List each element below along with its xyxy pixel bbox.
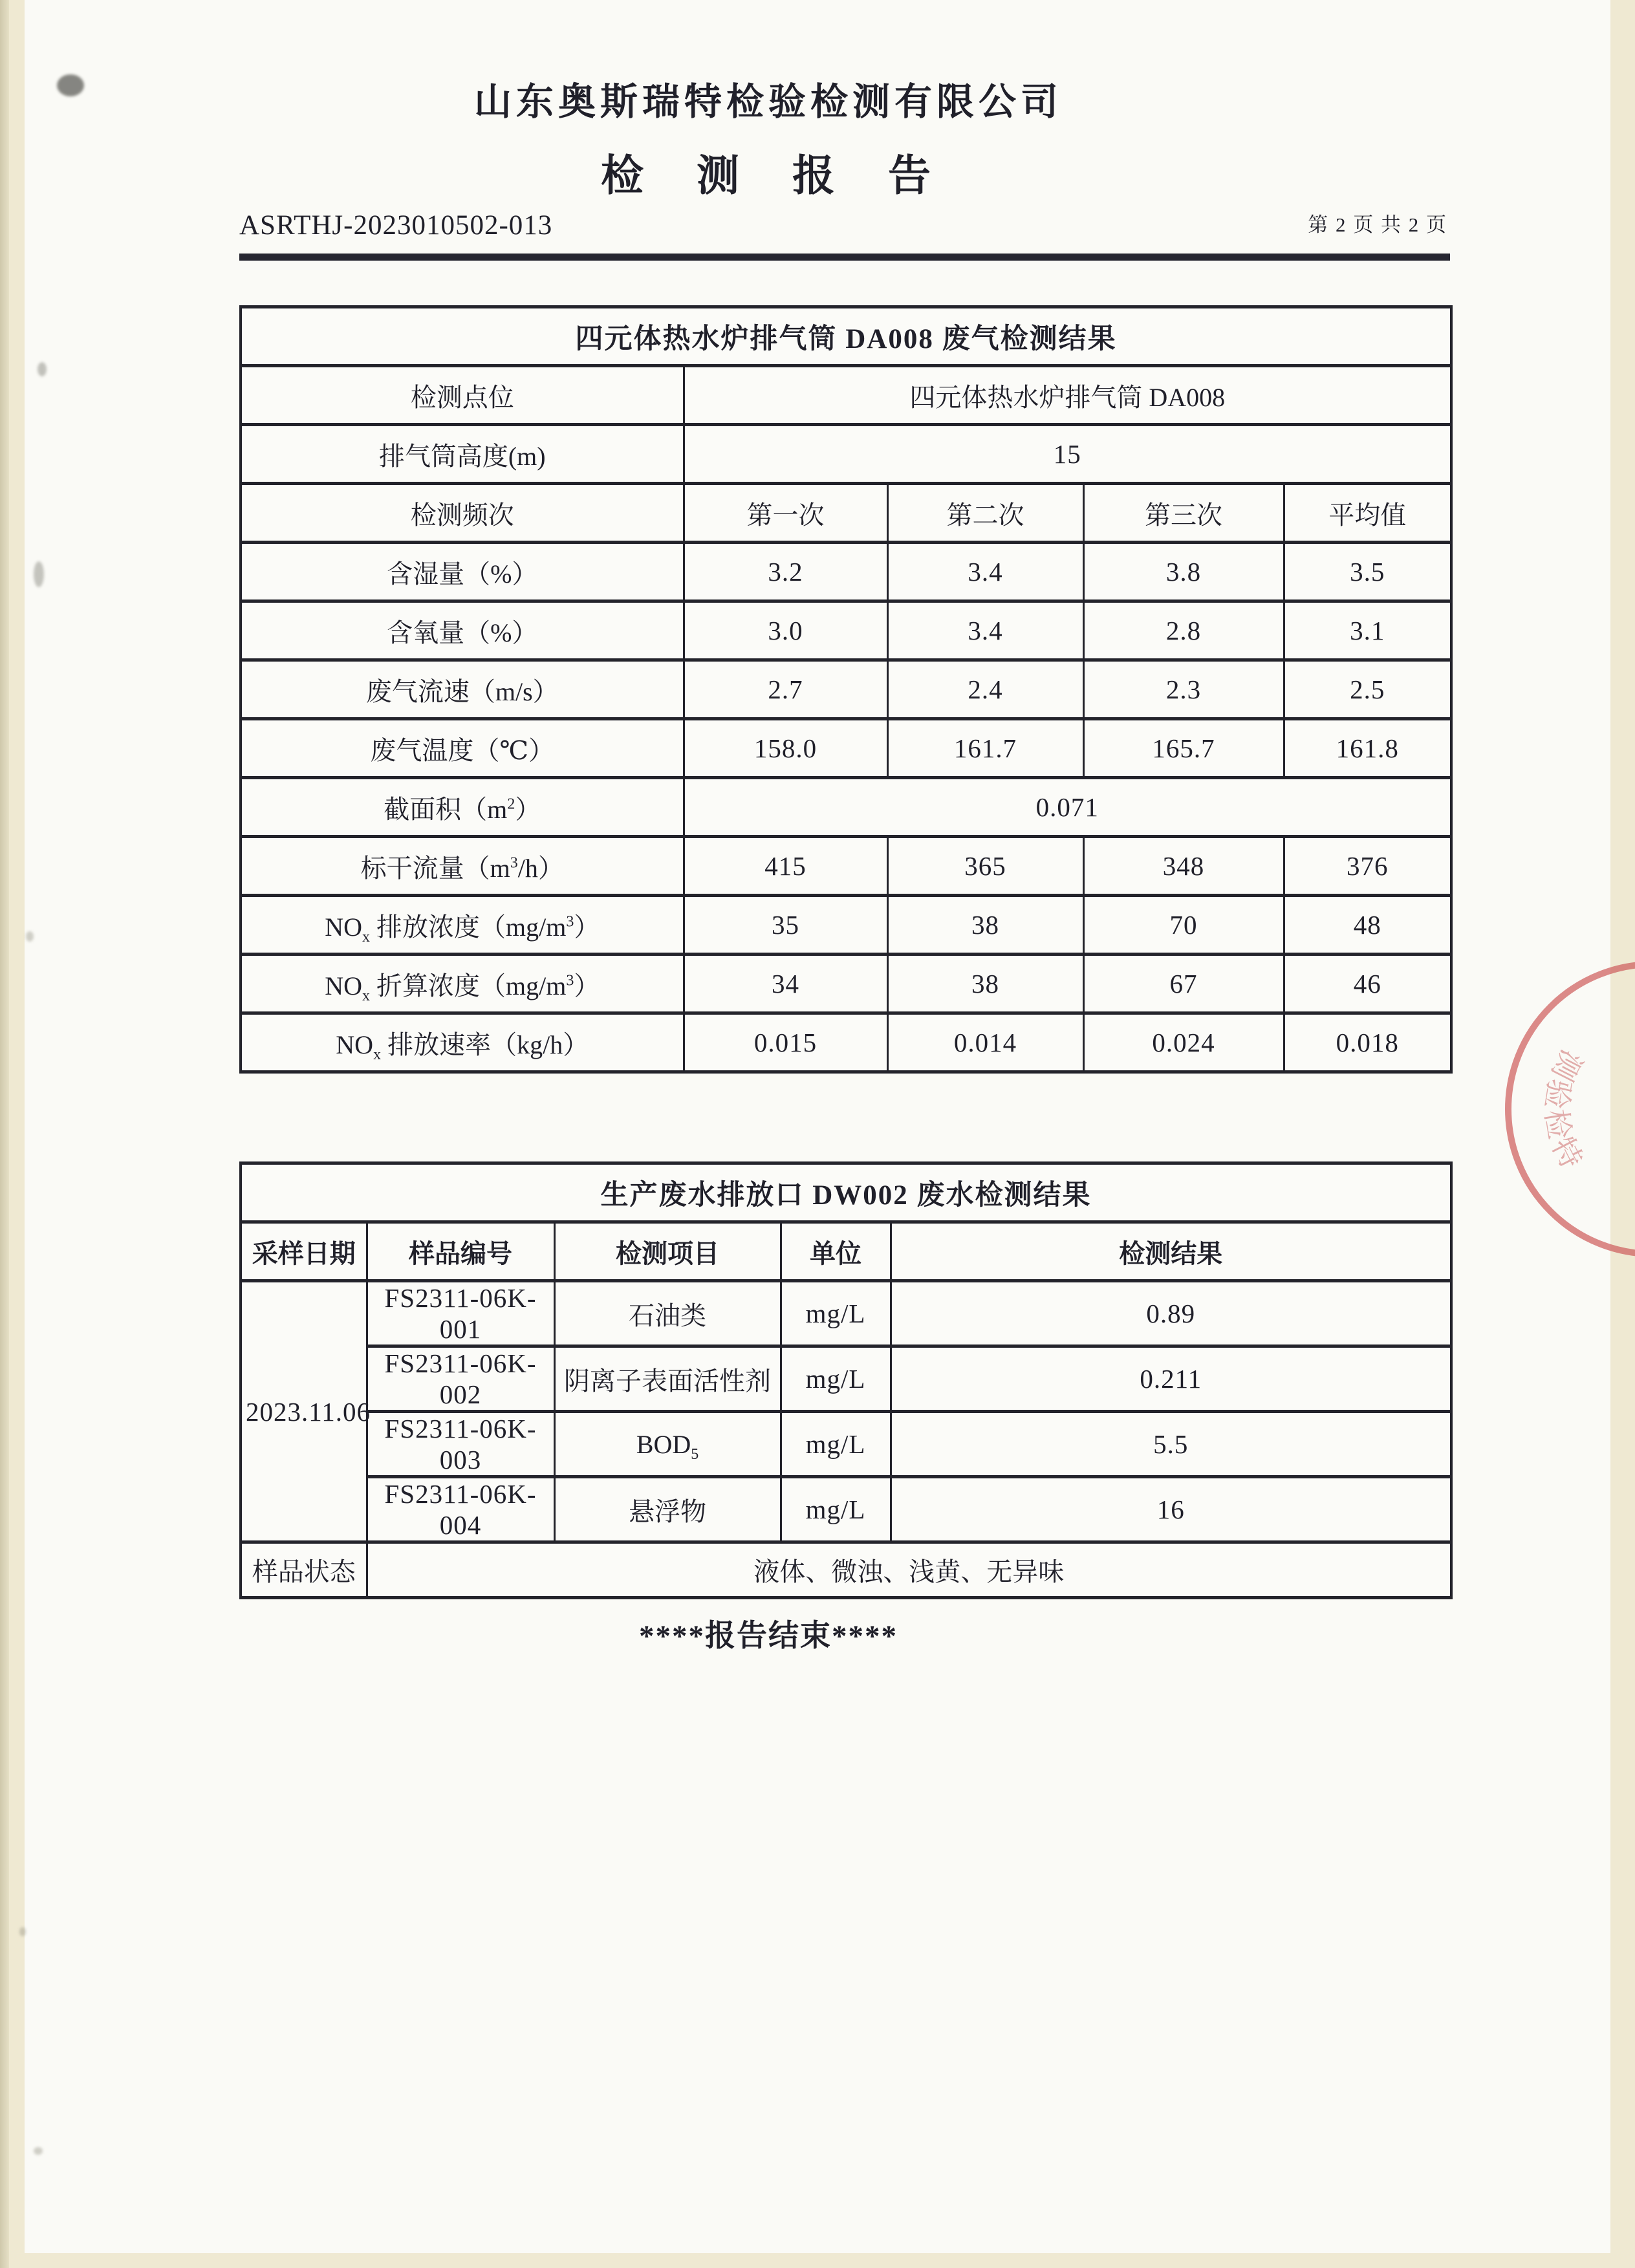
scan-artifact — [34, 561, 44, 587]
red-stamp — [1481, 944, 1635, 1274]
sampling-date: 2023.11.06 — [241, 1281, 367, 1542]
table-row — [241, 1542, 1451, 1598]
table-row — [241, 778, 1451, 837]
scan-artifact — [38, 362, 47, 376]
cell-value: 365 — [887, 837, 1083, 896]
table-row — [241, 896, 1451, 955]
cell-value: 158.0 — [684, 719, 887, 778]
table-row — [241, 425, 1451, 484]
scan-artifact — [26, 931, 34, 942]
cell-value: 0.018 — [1284, 1013, 1451, 1072]
cell-value: 348 — [1083, 837, 1284, 896]
col-header: 第三次 — [1083, 484, 1284, 543]
cell-value: 3.4 — [887, 601, 1083, 660]
col-header: 采样日期 — [241, 1222, 367, 1281]
table-row — [241, 660, 1451, 719]
unit: mg/L — [781, 1281, 891, 1346]
table-row — [241, 601, 1451, 660]
row-label: 含湿量（%） — [241, 543, 684, 601]
report-meta-row — [239, 208, 1450, 241]
col-header: 第二次 — [887, 484, 1083, 543]
stamp-char: 检 — [1539, 1107, 1577, 1142]
col-header: 检测结果 — [891, 1222, 1451, 1281]
sample-no: FS2311-06K-004 — [367, 1477, 554, 1542]
table-row — [241, 1346, 1451, 1412]
table-row — [241, 1163, 1451, 1222]
cell-value: 3.2 — [684, 543, 887, 601]
cell-value: 2.4 — [887, 660, 1083, 719]
sample-state-value: 液体、微浊、浅黄、无异味 — [367, 1542, 1451, 1598]
table-row — [241, 366, 1451, 425]
scan-artifact — [19, 1927, 26, 1936]
stamp-char: 特 — [1545, 1132, 1588, 1174]
stamp-char: 测 — [1545, 1044, 1588, 1086]
cell-value: 0.014 — [887, 1013, 1083, 1072]
row-label: 废气温度（℃） — [241, 719, 684, 778]
row-label: 废气流速（m/s） — [241, 660, 684, 719]
page-number: 第 2 页 共 2 页 — [1308, 213, 1447, 236]
table-row — [241, 1412, 1451, 1477]
unit: mg/L — [781, 1412, 891, 1477]
row-value: 15 — [684, 425, 1451, 484]
row-label: 检测点位 — [241, 366, 684, 425]
test-item: 石油类 — [554, 1281, 781, 1346]
cell-value: 165.7 — [1083, 719, 1284, 778]
result-value: 0.211 — [891, 1346, 1451, 1412]
scan-artifact — [34, 2147, 43, 2155]
cell-value: 376 — [1284, 837, 1451, 896]
test-item: $BOD_5$ — [554, 1412, 781, 1477]
result-value: 16 — [891, 1477, 1451, 1542]
table-row — [241, 719, 1451, 778]
test-item: 阴离子表面活性剂 — [554, 1346, 781, 1412]
cell-value: 35 — [684, 896, 887, 955]
cell-value: 3.4 — [887, 543, 1083, 601]
col-header: 检测项目 — [554, 1222, 781, 1281]
table-row — [241, 955, 1451, 1013]
table-row — [241, 1013, 1451, 1072]
cell-value: 2.8 — [1083, 601, 1284, 660]
cell-value: 38 — [887, 955, 1083, 1013]
scanner-edge-strip — [0, 0, 9, 2268]
gas-table-title: 四元体热水炉排气筒 DA008 废气检测结果 — [241, 307, 1451, 366]
water-results-table — [239, 1161, 1453, 1599]
table-row — [241, 1281, 1451, 1346]
cell-value: 3.1 — [1284, 601, 1451, 660]
row-label: 样品状态 — [241, 1542, 367, 1598]
row-label: 检测频次 — [241, 484, 684, 543]
row-label: $NO_x$ 排放浓度$(mg/m^3)$ — [241, 896, 684, 955]
gas-results-table — [239, 305, 1453, 1074]
header-rule — [239, 254, 1450, 261]
table-row — [241, 1477, 1451, 1542]
table-row — [241, 837, 1451, 896]
report-end-marker: ****报告结束**** — [639, 1619, 898, 1653]
row-label: $NO_x$ 折算浓度$(mg/m^3)$ — [241, 955, 684, 1013]
sample-no: FS2311-06K-003 — [367, 1412, 554, 1477]
cell-value: 38 — [887, 896, 1083, 955]
cell-value: 46 — [1284, 955, 1451, 1013]
cell-value: 70 — [1083, 896, 1284, 955]
col-header: 平均值 — [1284, 484, 1451, 543]
row-value: 0.071 — [684, 778, 1451, 837]
table-row — [241, 1222, 1451, 1281]
cell-value: 161.8 — [1284, 719, 1451, 778]
result-value: 0.89 — [891, 1281, 1451, 1346]
cell-value: 415 — [684, 837, 887, 896]
cell-value: 34 — [684, 955, 887, 1013]
cell-value: 2.7 — [684, 660, 887, 719]
cell-value: 2.3 — [1083, 660, 1284, 719]
company-name: 山东奥斯瑞特检验检测有限公司 — [473, 81, 1063, 123]
sample-no: FS2311-06K-001 — [367, 1281, 554, 1346]
row-value: 四元体热水炉排气筒 DA008 — [684, 366, 1451, 425]
col-header: 第一次 — [684, 484, 887, 543]
cell-value: 3.5 — [1284, 543, 1451, 601]
row-label: 截面积$(m^2)$ — [241, 778, 684, 837]
row-label: 含氧量（%） — [241, 601, 684, 660]
table-row — [241, 484, 1451, 543]
unit: mg/L — [781, 1346, 891, 1412]
water-table-title: 生产废水排放口 DW002 废水检测结果 — [241, 1163, 1451, 1222]
scan-artifact — [57, 74, 84, 96]
table-row — [241, 543, 1451, 601]
report-number: ASRTHJ-2023010502-013 — [239, 210, 553, 241]
sample-no: FS2311-06K-002 — [367, 1346, 554, 1412]
table-row — [241, 307, 1451, 366]
cell-value: 0.015 — [684, 1013, 887, 1072]
cell-value: 48 — [1284, 896, 1451, 955]
test-item: 悬浮物 — [554, 1477, 781, 1542]
col-header: 样品编号 — [367, 1222, 554, 1281]
cell-value: 3.0 — [684, 601, 887, 660]
cell-value: 161.7 — [887, 719, 1083, 778]
row-label: 排气筒高度(m) — [241, 425, 684, 484]
cell-value: 67 — [1083, 955, 1284, 1013]
result-value: 5.5 — [891, 1412, 1451, 1477]
cell-value: 2.5 — [1284, 660, 1451, 719]
stamp-char: 验 — [1539, 1076, 1577, 1112]
col-header: 单位 — [781, 1222, 891, 1281]
unit: mg/L — [781, 1477, 891, 1542]
row-label: $NO_x$ 排放速率（kg/h） — [241, 1013, 684, 1072]
document-title: 检 测 报 告 — [601, 153, 936, 200]
cell-value: 3.8 — [1083, 543, 1284, 601]
cell-value: 0.024 — [1083, 1013, 1284, 1072]
row-label: 标干流量$(m^3/h)$ — [241, 837, 684, 896]
